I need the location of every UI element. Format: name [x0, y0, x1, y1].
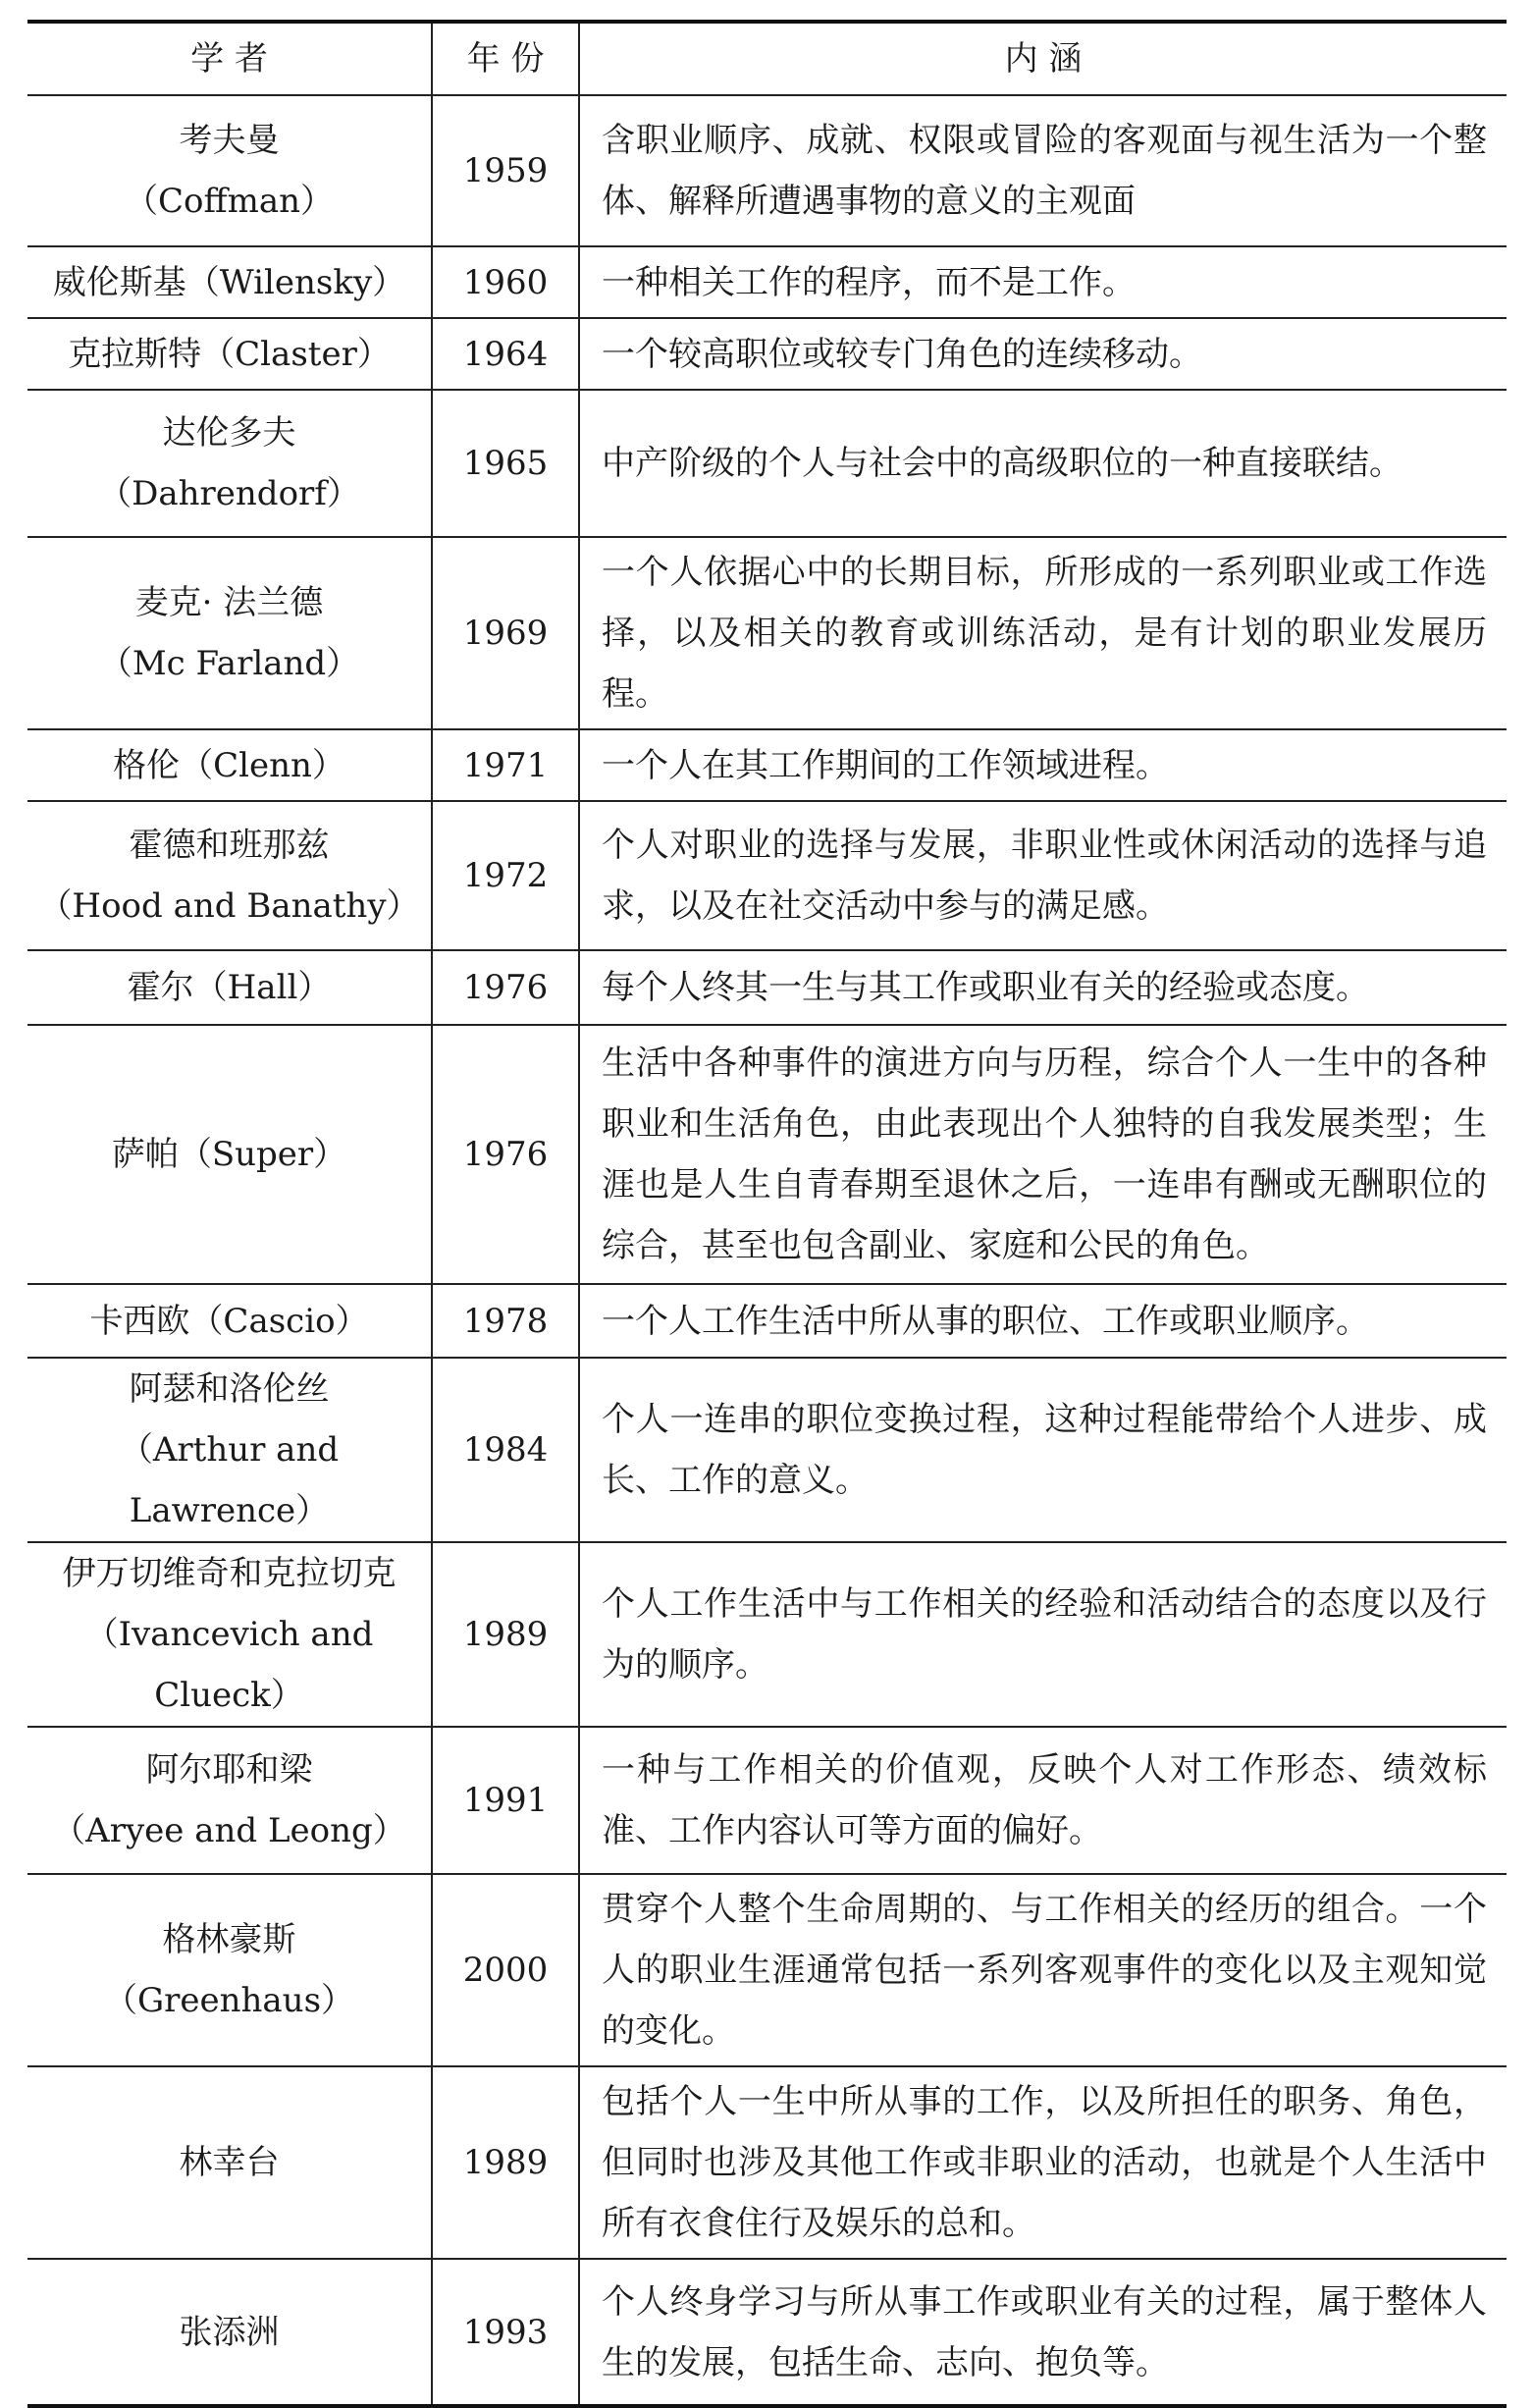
scholar-cell — [27, 95, 432, 246]
table-row — [27, 390, 1507, 537]
year-cell: 2000 — [432, 1874, 579, 2066]
content-cell: 包括个人一生中所从事的工作，以及所担任的职务、角色，但同时也涉及其他工作或非职业的活动，也就是个人生活中所有衣食住行及娱乐的总和。 — [579, 2066, 1507, 2259]
year-cell: 1993 — [432, 2259, 579, 2406]
year-cell: 1989 — [432, 1542, 579, 1727]
content-cell: 中产阶级的个人与社会中的高级职位的一种直接联结。 — [579, 390, 1507, 537]
year-cell: 1991 — [432, 1727, 579, 1874]
year-cell: 1964 — [432, 318, 579, 390]
content-cell: 个人一连串的职位变换过程，这种过程能带给个人进步、成长、工作的意义。 — [579, 1358, 1507, 1542]
year-cell: 1976 — [432, 1025, 579, 1284]
scholar-name-en: （Dahrendorf） — [98, 474, 360, 513]
content-cell: 一个人在其工作期间的工作领域进程。 — [579, 729, 1507, 801]
table-row — [27, 1358, 1507, 1542]
table-row — [27, 1025, 1507, 1284]
content-cell: 个人终身学习与所从事工作或职业有关的过程，属于整体人生的发展，包括生命、志向、抱负等。 — [579, 2259, 1507, 2406]
scholar-name-en: （Aryee and Leong） — [52, 1811, 406, 1850]
year-cell: 1978 — [432, 1284, 579, 1358]
table-row — [27, 537, 1507, 729]
scholar-cell — [27, 1025, 432, 1284]
content-cell: 含职业顺序、成就、权限或冒险的客观面与视生活为一个整体、解释所遭遇事物的意义的主观面 — [579, 95, 1507, 246]
header-year: 年 份 — [432, 22, 579, 95]
scholar-cell — [27, 2066, 432, 2259]
scholar-name: 霍尔（Hall） — [127, 968, 332, 1007]
scholar-name: 霍德和班那兹 — [129, 826, 330, 865]
scholar-name: 格伦（Clenn） — [113, 745, 345, 785]
scholar-name: 伊万切维奇和克拉切克 — [62, 1554, 397, 1593]
scholar-name: 萨帕（Super） — [111, 1135, 347, 1174]
scholar-name: 林幸台 — [179, 2143, 280, 2182]
content-cell: 一个人依据心中的长期目标，所形成的一系列职业或工作选择，以及相关的教育或训练活动，是有计划的职业发展历程。 — [579, 537, 1507, 729]
career-definitions-table — [27, 20, 1507, 2408]
table-row — [27, 95, 1507, 246]
scholar-cell — [27, 1874, 432, 2066]
year-cell: 1989 — [432, 2066, 579, 2259]
scholar-cell — [27, 390, 432, 537]
scholar-name: 考夫曼 — [179, 121, 280, 160]
table-row — [27, 801, 1507, 950]
scholar-name: 张添洲 — [179, 2312, 280, 2352]
table-header-row — [27, 22, 1507, 95]
scholar-cell — [27, 318, 432, 390]
scholar-cell — [27, 1284, 432, 1358]
scholar-name-en: （Greenhaus） — [103, 1981, 355, 2020]
table-row — [27, 729, 1507, 801]
scholar-name-en: （Arthur and Lawrence） — [119, 1430, 340, 1530]
scholar-name: 阿尔耶和梁 — [145, 1750, 313, 1790]
scholar-cell — [27, 801, 432, 950]
year-cell: 1972 — [432, 801, 579, 950]
year-cell: 1976 — [432, 950, 579, 1025]
table-row — [27, 1284, 1507, 1358]
scholar-name: 达伦多夫 — [162, 413, 296, 453]
table-row — [27, 246, 1507, 318]
scholar-name: 威伦斯基（Wilensky） — [52, 262, 406, 302]
header-scholar: 学 者 — [27, 22, 432, 95]
content-cell: 一种与工作相关的价值观，反映个人对工作形态、绩效标准、工作内容认可等方面的偏好。 — [579, 1727, 1507, 1874]
table-row — [27, 1542, 1507, 1727]
scholar-name: 麦克· 法兰德 — [134, 583, 324, 622]
content-cell: 生活中各种事件的演进方向与历程，综合个人一生中的各种职业和生活角色，由此表现出个人独特的自我发展类型；生涯也是人生自青春期至退休之后，一连串有酬或无酬职位的综合，甚至也包含副业、家庭和公民的角色。 — [579, 1025, 1507, 1284]
content-cell: 一种相关工作的程序，而不是工作。 — [579, 246, 1507, 318]
scholar-cell — [27, 537, 432, 729]
year-cell: 1960 — [432, 246, 579, 318]
year-cell: 1984 — [432, 1358, 579, 1542]
scholar-name: 格林豪斯 — [162, 1920, 296, 1959]
table-row — [27, 2066, 1507, 2259]
table-row — [27, 2259, 1507, 2406]
year-cell: 1959 — [432, 95, 579, 246]
scholar-name: 克拉斯特（Claster） — [68, 334, 391, 374]
content-cell: 个人对职业的选择与发展，非职业性或休闲活动的选择与追求，以及在社交活动中参与的满足感。 — [579, 801, 1507, 950]
year-cell: 1965 — [432, 390, 579, 537]
scholar-cell — [27, 729, 432, 801]
content-cell: 一个人工作生活中所从事的职位、工作或职业顺序。 — [579, 1284, 1507, 1358]
scholar-name: 卡西欧（Cascio） — [89, 1301, 369, 1341]
scholar-cell — [27, 1358, 432, 1542]
content-cell: 贯穿个人整个生命周期的、与工作相关的经历的组合。一个人的职业生涯通常包括一系列客观事件的变化以及主观知觉的变化。 — [579, 1874, 1507, 2066]
scholar-cell — [27, 2259, 432, 2406]
content-cell: 一个较高职位或较专门角色的连续移动。 — [579, 318, 1507, 390]
year-cell: 1969 — [432, 537, 579, 729]
year-cell: 1971 — [432, 729, 579, 801]
table-row — [27, 1874, 1507, 2066]
scholar-cell — [27, 950, 432, 1025]
content-cell: 个人工作生活中与工作相关的经验和活动结合的态度以及行为的顺序。 — [579, 1542, 1507, 1727]
scholar-cell — [27, 1727, 432, 1874]
scholar-name-en: （Coffman） — [124, 182, 335, 221]
scholar-cell — [27, 1542, 432, 1727]
table-row — [27, 1727, 1507, 1874]
header-content: 内 涵 — [579, 22, 1507, 95]
scholar-name-en: （Ivancevich and Clueck） — [84, 1615, 374, 1715]
table-row — [27, 318, 1507, 390]
scholar-name: 阿瑟和洛伦丝 — [129, 1369, 330, 1409]
career-definitions-table-wrap — [27, 20, 1507, 2408]
content-cell: 每个人终其一生与其工作或职业有关的经验或态度。 — [579, 950, 1507, 1025]
scholar-name-en: （Mc Farland） — [98, 644, 360, 683]
scholar-cell — [27, 246, 432, 318]
scholar-name-en: （Hood and Banathy） — [38, 886, 420, 926]
table-row — [27, 950, 1507, 1025]
